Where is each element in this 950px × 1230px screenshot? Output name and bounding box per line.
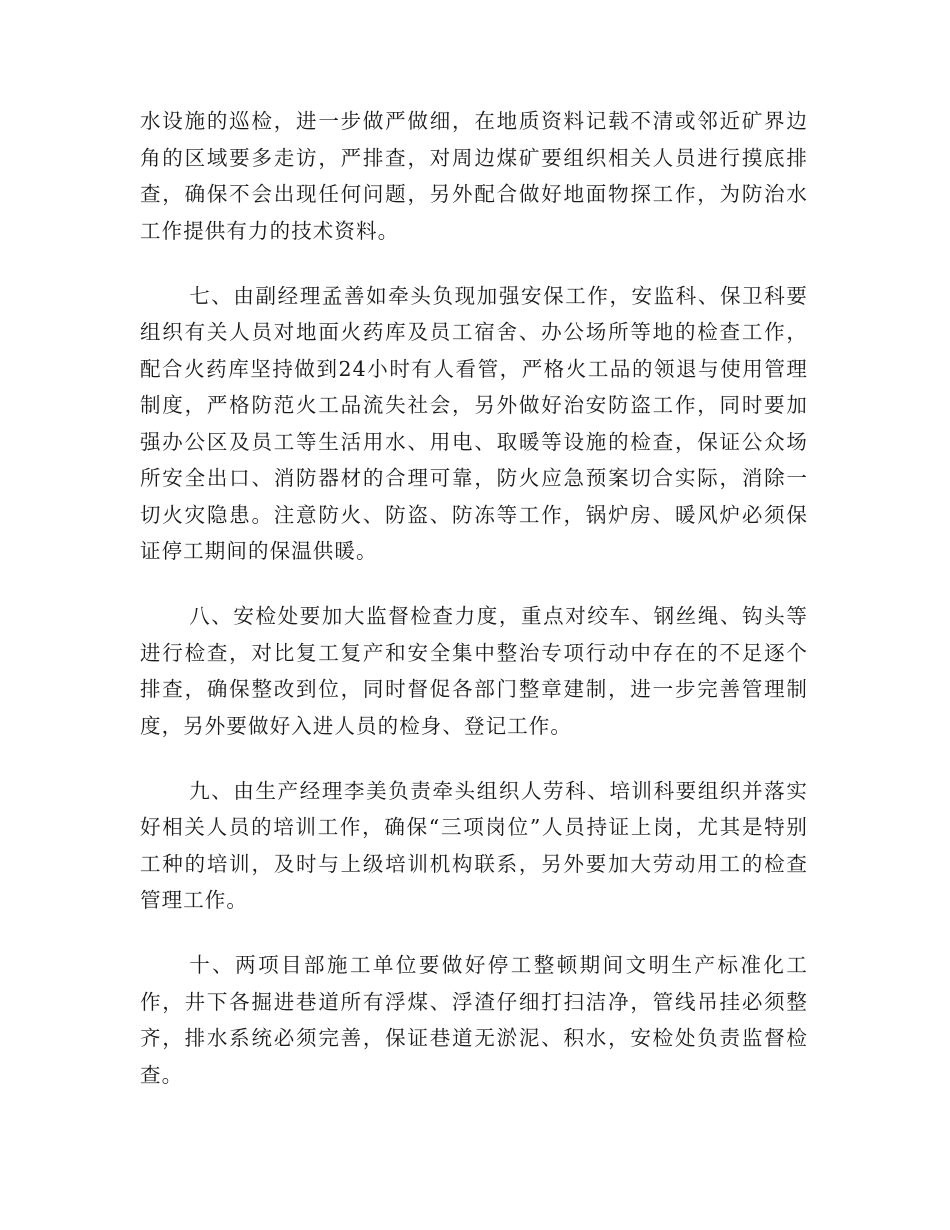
paragraph-item-7-security: 七、由副经理孟善如牵头负现加强安保工作，安监科、保卫科要组织有关人员对地面火药库及员工宿舍、办公场所等地的检查工作，配合火药库坚持做到24小时有人看管，严格火工品的领退与使用管理制度，严格防范火工品流失社会，另外做好治安防盗工作，同时要加强办公区及员工等生活用水、用电、取暖等设施的检查，保证公众场所安全出口、消防器材的合理可靠，防火应急预案切合实际，消除一切火灾隐患。注意防火、防盗、防冻等工作，锅炉房、暖风炉必须保证停工期间的保温供暖。 xyxy=(140,283,808,563)
paragraph-item-9-training: 九、由生产经理李美负责牵头组织人劳科、培训科要组织并落实好相关人员的培训工作，确保“三项岗位”人员持证上岗，尤其是特别工种的培训，及时与上级培训机构联系，另外要加大劳动用工的检查管理工作。 xyxy=(140,778,808,912)
document-body xyxy=(140,103,808,1122)
paragraph-item-10-civilized-production: 十、两项目部施工单位要做好停工整顿期间文明生产标准化工作，井下各掘进巷道所有浮煤、浮渣仔细打扫洁净，管线吊挂必须整齐，排水系统必须完善，保证巷道无淤泥、积水，安检处负责监督检查。 xyxy=(140,953,808,1087)
paragraph-continued-drainage-inspection: 水设施的巡检，进一步做严做细，在地质资料记载不清或邻近矿界边角的区域要多走访，严排查，对周边煤矿要组织相关人员进行摸底排查，确保不会出现任何问题，另外配合做好地面物探工作，为防治水工作提供有力的技术资料。 xyxy=(140,109,808,243)
paragraph-item-8-inspection: 八、安检处要加大监督检查力度，重点对绞车、钢丝绳、钩头等进行检查，对比复工复产和安全集中整治专项行动中存在的不足逐个排查，确保整改到位，同时督促各部门整章建制，进一步完善管理制度，另外要做好入进人员的检身、登记工作。 xyxy=(140,604,808,738)
